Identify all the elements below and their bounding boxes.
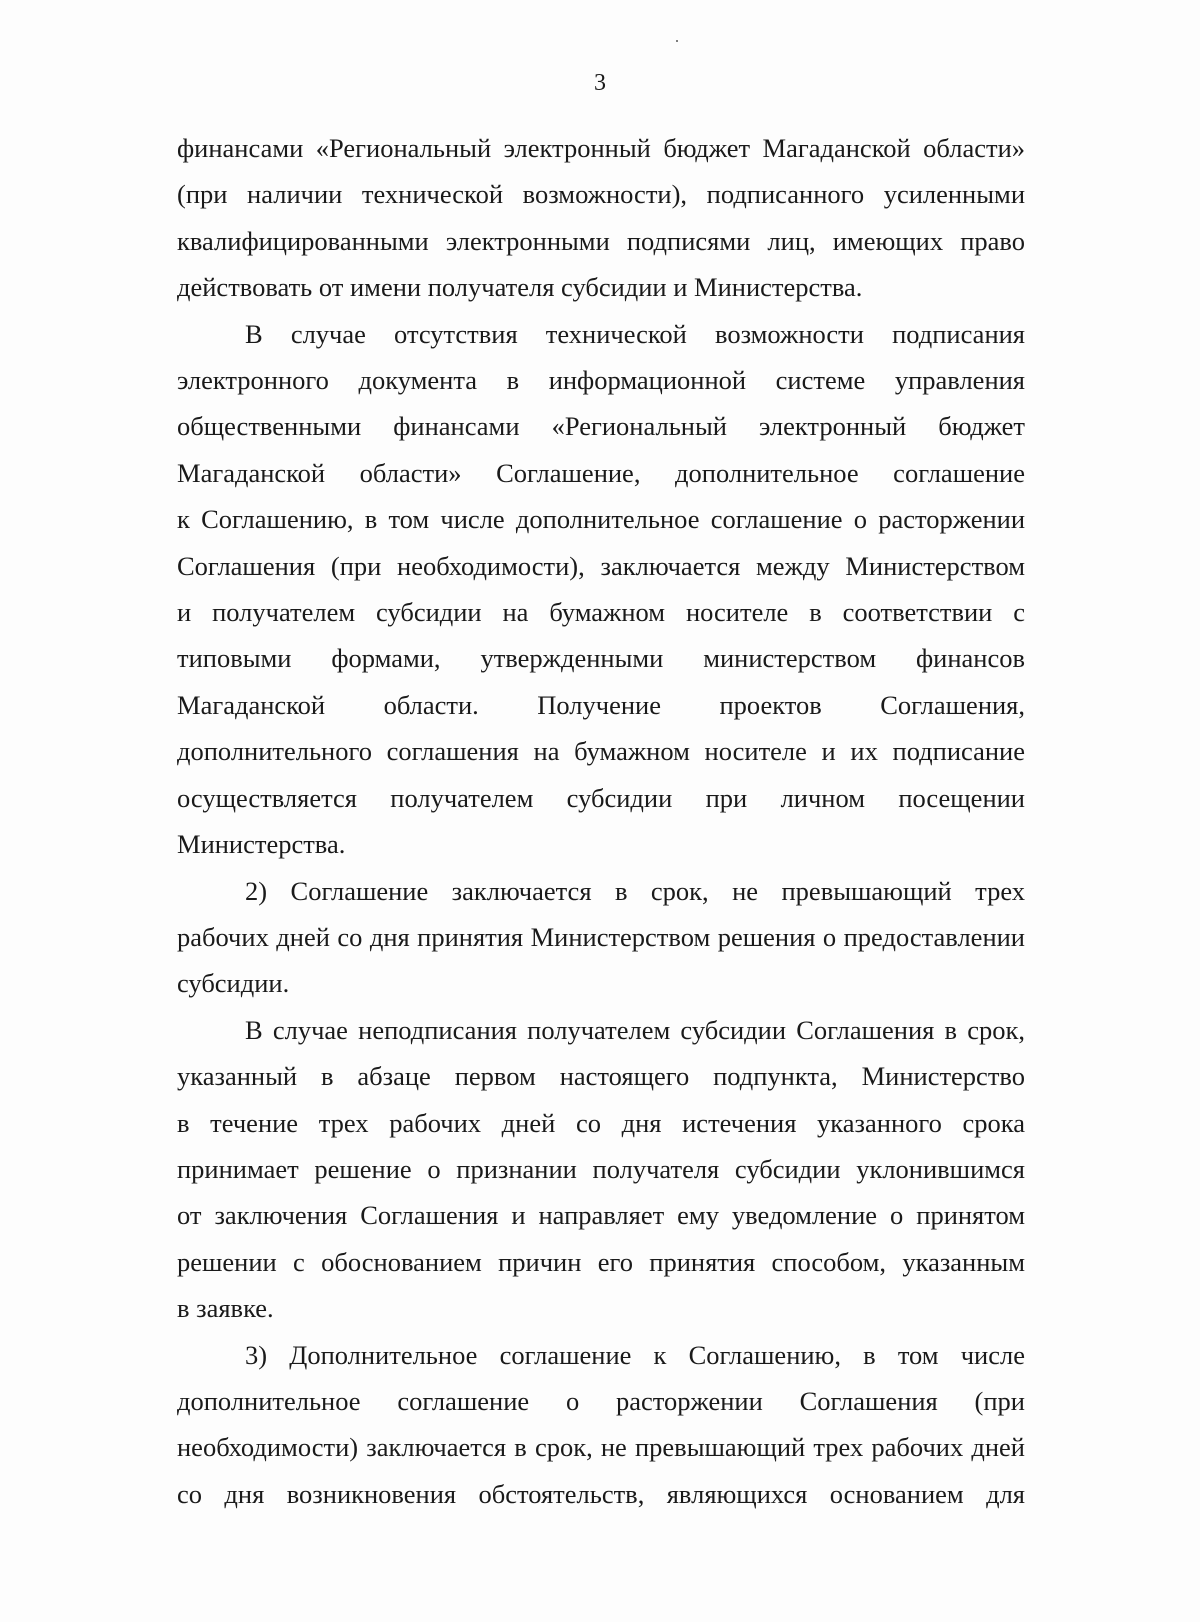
text-line: Соглашения (при необходимости), заключается между Министерством [177, 550, 1025, 581]
text-line: финансами «Региональный электронный бюджет Магаданской области» [177, 133, 1025, 163]
text-line: квалифицированными электронными подписями лиц, имеющих право [177, 225, 1025, 256]
text-line: решении с обоснованием причин его принятия способом, указанным [177, 1246, 1025, 1277]
document-body [177, 125, 1025, 1517]
paragraph-non-signing [177, 1007, 1025, 1332]
text-line: 2) Соглашение заключается в срок, не превышающий трех [245, 875, 1025, 906]
text-line: типовыми формами, утвержденными министерством финансов [177, 643, 1025, 674]
text-line: и получателем субсидии на бумажном носителе в соответствии с [177, 597, 1025, 628]
text-line: осуществляется получателем субсидии при личном посещении [177, 782, 1025, 813]
paragraph-continuation [177, 125, 1025, 311]
paragraph-item-3 [177, 1332, 1025, 1518]
text-line: (при наличии технической возможности), подписанного усиленными [177, 179, 1025, 210]
text-line: указанный в абзаце первом настоящего подпункта, Министерство [177, 1061, 1025, 1092]
text-line: в заявке. [177, 1293, 274, 1324]
text-line: рабочих дней со дня принятия Министерством решения о предоставлении [177, 921, 1025, 952]
paragraph-no-technical-possibility [177, 311, 1025, 868]
text-line: необходимости) заключается в срок, не превышающий трех рабочих дней [177, 1432, 1025, 1463]
text-line: принимает решение о признании получателя субсидии уклонившимся [177, 1153, 1025, 1184]
text-line: дополнительного соглашения на бумажном носителе и их подписание [177, 736, 1025, 767]
text-line: со дня возникновения обстоятельств, являющихся основанием для [177, 1478, 1025, 1509]
text-line: электронного документа в информационной системе управления [177, 365, 1025, 396]
text-line: действовать от имени получателя субсидии и Министерства. [177, 272, 863, 303]
text-line: субсидии. [177, 968, 290, 999]
text-line: Министерства. [177, 829, 346, 860]
page-number: 3 [594, 70, 606, 96]
text-line: Магаданской области» Соглашение, дополнительное соглашение [177, 457, 1025, 488]
text-line: В случае неподписания получателем субсидии Соглашения в срок, [245, 1014, 1025, 1045]
text-line: 3) Дополнительное соглашение к Соглашению, в том числе [245, 1339, 1025, 1370]
text-line: В случае отсутствия технической возможности подписания [245, 318, 1025, 349]
text-line: к Соглашению, в том числе дополнительное соглашение о расторжении [177, 504, 1025, 535]
text-line: дополнительное соглашение о расторжении Соглашения (при [177, 1385, 1025, 1416]
scan-speck [676, 40, 678, 42]
text-line: в течение трех рабочих дней со дня истечения указанного срока [177, 1107, 1025, 1138]
text-line: от заключения Соглашения и направляет ему уведомление о принятом [177, 1200, 1025, 1231]
text-line: общественными финансами «Региональный электронный бюджет [177, 411, 1025, 442]
paragraph-item-2 [177, 868, 1025, 1007]
text-line: Магаданской области. Получение проектов Соглашения, [177, 689, 1025, 720]
